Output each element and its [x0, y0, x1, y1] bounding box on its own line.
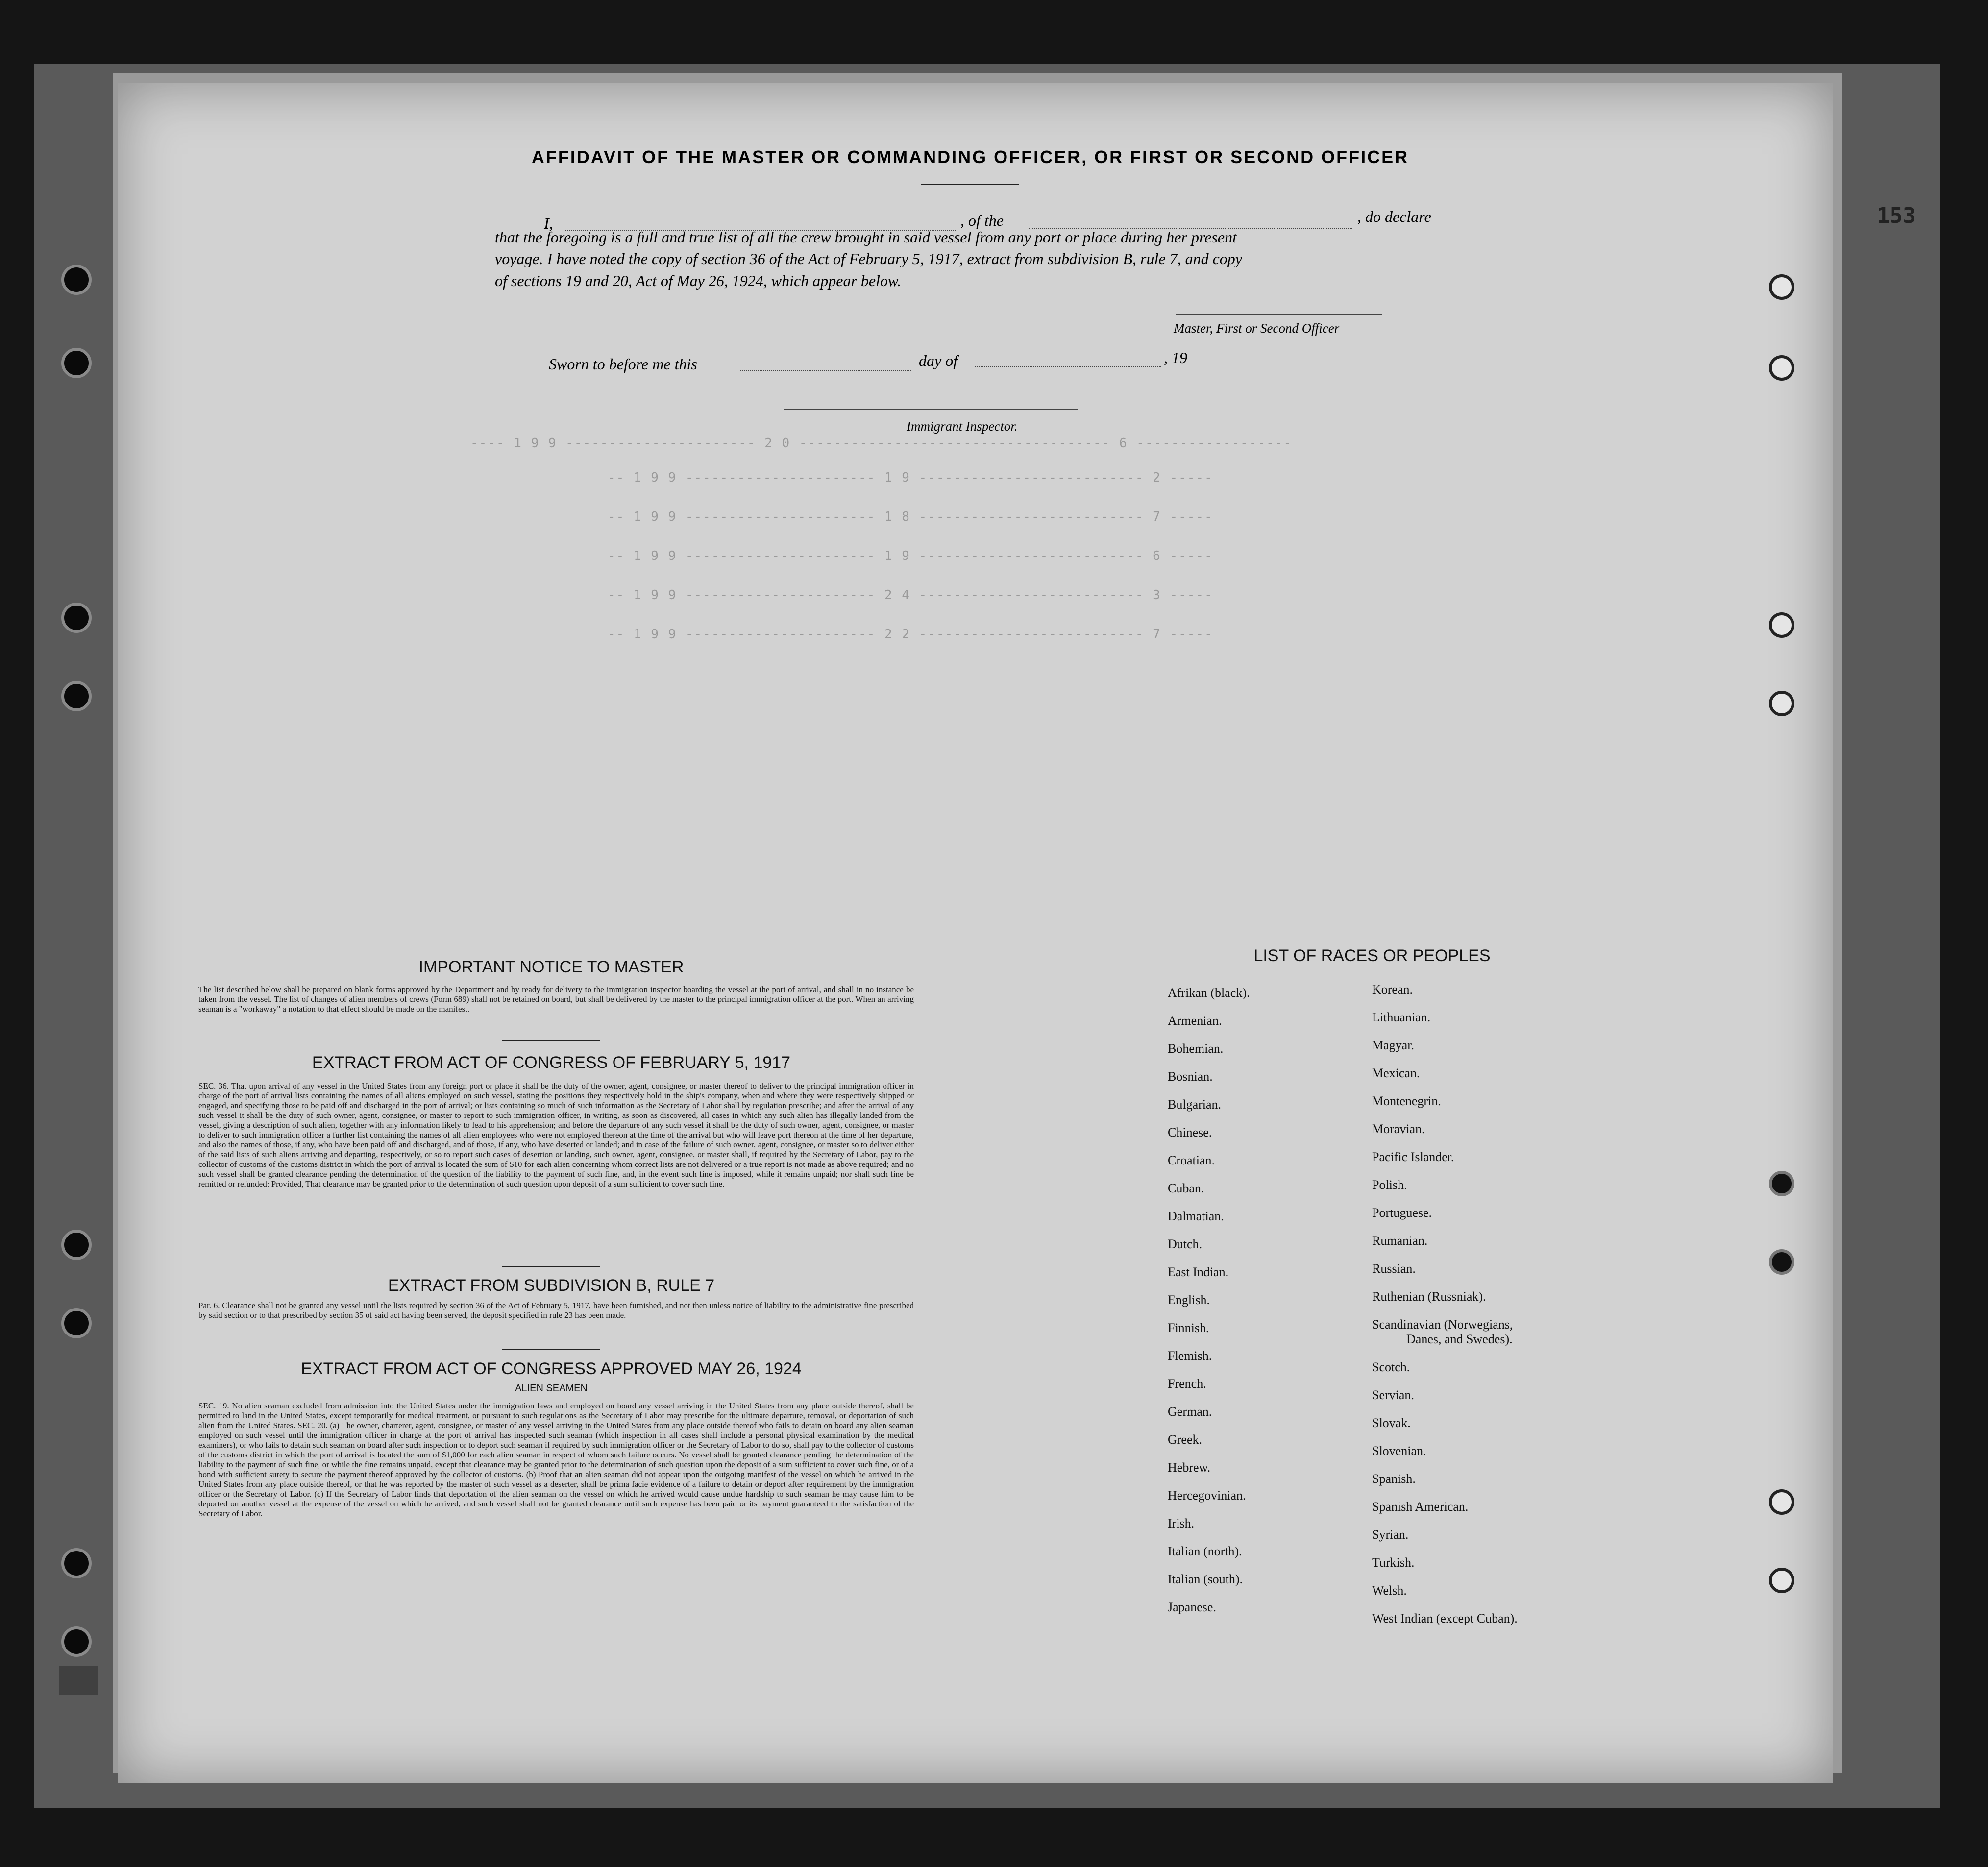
race-item: Ruthenian (Russniak). — [1372, 1289, 1486, 1304]
race-item: Portuguese. — [1372, 1206, 1432, 1220]
affidavit-of-the: , of the — [960, 212, 1004, 229]
race-item: Cuban. — [1168, 1181, 1204, 1195]
bleed-row: -- 1 9 9 ---------------------- 1 9 -------------------------- 6 ----- — [608, 549, 1213, 563]
hole-right — [1769, 355, 1794, 381]
race-item: Spanish American. — [1372, 1500, 1469, 1514]
race-item: Magyar. — [1372, 1038, 1414, 1052]
affidavit-declare: , do declare — [1357, 208, 1431, 225]
race-item: Welsh. — [1372, 1583, 1407, 1598]
hole-right — [1769, 1171, 1794, 1196]
sworn-day-blank — [740, 370, 911, 371]
race-item: Chinese. — [1168, 1125, 1212, 1140]
hole-left — [61, 1308, 92, 1338]
extract-1924-title: EXTRACT FROM ACT OF CONGRESS APPROVED MAY 26, 1924 — [301, 1359, 802, 1378]
race-item: German. — [1168, 1405, 1212, 1419]
race-item: Bulgarian. — [1168, 1097, 1222, 1112]
hole-left — [61, 348, 92, 378]
race-item: Afrikan (black). — [1168, 986, 1250, 1000]
race-item: Montenegrin. — [1372, 1094, 1441, 1108]
divider — [502, 1349, 600, 1350]
race-item: Spanish. — [1372, 1472, 1416, 1486]
race-item: Mexican. — [1372, 1066, 1420, 1080]
race-item: Danes, and Swedes). — [1406, 1332, 1513, 1346]
race-item: Servian. — [1372, 1388, 1414, 1402]
divider — [502, 1266, 600, 1267]
race-item: Finnish. — [1168, 1321, 1209, 1335]
race-item: Bohemian. — [1168, 1042, 1224, 1056]
race-item: Scotch. — [1372, 1360, 1410, 1374]
page-number: 153 — [1877, 203, 1916, 228]
race-item: Bosnian. — [1168, 1069, 1213, 1084]
race-item: Russian. — [1372, 1261, 1416, 1276]
document-sheet — [118, 83, 1833, 1783]
hole-right — [1769, 612, 1794, 638]
race-item: Rumanian. — [1372, 1234, 1428, 1248]
races-title: LIST OF RACES OR PEOPLES — [1253, 946, 1491, 965]
hole-left — [61, 603, 92, 633]
hole-right — [1769, 1489, 1794, 1515]
rule7-body: Par. 6. Clearance shall not be granted any vessel until the lists required by section 36 of the Act of February 5, 1917, have been furnished, and not then unless notice of liability to the administrative fine prescribed by said section or to that prescribed by section 35 of said act having been served, the deposit specified in rule 23 has been made. — [198, 1301, 914, 1320]
hole-right — [1769, 1249, 1794, 1275]
extract-1924-subtitle: ALIEN SEAMEN — [515, 1383, 588, 1394]
race-item: Italian (north). — [1168, 1544, 1242, 1558]
race-item: Slovenian. — [1372, 1444, 1426, 1458]
race-item: Japanese. — [1168, 1600, 1216, 1614]
race-item: Slovak. — [1372, 1416, 1411, 1430]
race-item: Syrian. — [1372, 1528, 1409, 1542]
race-item: West Indian (except Cuban). — [1372, 1611, 1518, 1625]
month-blank — [975, 366, 1161, 367]
divider — [502, 1040, 600, 1041]
hole-right — [1769, 1568, 1794, 1593]
race-item: Dalmatian. — [1168, 1209, 1224, 1223]
race-item: Greek. — [1168, 1432, 1203, 1447]
race-item: Korean. — [1372, 982, 1413, 996]
hole-left — [61, 1548, 92, 1578]
hole-left — [61, 681, 92, 711]
race-item: Hebrew. — [1168, 1460, 1211, 1475]
race-item: Armenian. — [1168, 1014, 1222, 1028]
scan-artifact — [59, 1666, 98, 1695]
race-item: Hercegovinian. — [1168, 1488, 1246, 1503]
race-item: Polish. — [1372, 1178, 1407, 1192]
bleed-row: -- 1 9 9 ---------------------- 2 2 -------------------------- 7 ----- — [608, 627, 1213, 642]
race-item: Moravian. — [1372, 1122, 1425, 1136]
race-item: Lithuanian. — [1372, 1010, 1431, 1024]
race-item: Scandinavian (Norwegians, — [1372, 1317, 1513, 1332]
hole-left — [61, 1230, 92, 1260]
affidavit-line2: that the foregoing is a full and true list of all the crew brought in said vessel from any port or place during her present — [495, 228, 1237, 246]
hole-right — [1769, 691, 1794, 716]
notice-body: The list described below shall be prepared on blank forms approved by the Department and by ready for delivery to the immigration inspector boarding the vessel at the port of arrival, and shall in no instance be taken from the vessel. The list of changes of alien members of crews (Form 689) shall not be retained on board, but shall be delivered by the master to the principal immigration officer at the port. When an arriving seaman is a "workaway" a notation to that effect should be made on the manifest. — [198, 985, 914, 1014]
master-signature-line — [1176, 314, 1382, 315]
bleed-row: ---- 1 9 9 ---------------------- 2 0 ------------------------------------ 6 ------------------ — [470, 436, 1293, 451]
hole-right — [1769, 274, 1794, 300]
race-item: Italian (south). — [1168, 1572, 1243, 1586]
race-item: East Indian. — [1168, 1265, 1229, 1279]
race-item: Irish. — [1168, 1516, 1195, 1530]
title-rule — [921, 184, 1019, 185]
affidavit-line3: voyage. I have noted the copy of section 36 of the Act of February 5, 1917, extract from subdivision B, rule 7, and copy — [495, 250, 1242, 267]
hole-left — [61, 1626, 92, 1657]
affidavit-i: I, — [544, 215, 553, 232]
race-item: Croatian. — [1168, 1153, 1215, 1167]
extract-1917-title: EXTRACT FROM ACT OF CONGRESS OF FEBRUARY 5, 1917 — [312, 1053, 791, 1072]
notice-title: IMPORTANT NOTICE TO MASTER — [418, 958, 684, 976]
race-item: English. — [1168, 1293, 1210, 1307]
extract-1924-body: SEC. 19. No alien seaman excluded from admission into the United States under the immigration laws and employed on board any vessel arriving in the United States from any place outside thereof, shall be permitted to land in the United States, except temporarily for medical treatment, or pursuant to such regulations as the Secretary of Labor may prescribe for the ultimate departure, removal, or deportation of such alien from the United States. SEC. 20. (a) The owner, charterer, agent, consignee, or master of any vessel arriving in the United States from any place outside thereof who fails to detain on board any alien seaman employed on such vessel until the immigration officer in charge at the port of arrival has inspected such seaman (which inspection in all cases shall include a personal physical examination by the medical examiners), or who fails to detain such seaman on board after such inspection or to deport such seaman if required by such immigration officer or the Secretary of Labor to do so, shall pay to the collector of customs of the customs district in which the port of arrival is located the sum of $1,000 for each alien seaman in respect of whom such failure occurs. No vessel shall be granted clearance pending the determination of the liability to the payment of such fine, or while the fine remains unpaid, except that clearance may be granted prior to the determination of such question upon the deposit of a sum sufficient to cover such fine, or of a bond with sufficient surety to secure the payment thereof approved by the collector of customs. (b) Proof that an alien seaman did not appear upon the outgoing manifest of the vessel on which he arrived in the United States from any place outside thereof, or that he was reported by the master of such vessel as a deserter, shall be prima facie evidence of a failure to detain or deport after requirement by the immigration officer or the Secretary of Labor. (c) If the Secretary of Labor finds that deportation of the alien seaman on the vessel on which he arrived would cause undue hardship to such seaman he may cause him to be deported on another vessel at the expense of the vessel on which he arrived, and such vessel shall not be granted clearance until such expense has been paid or its payment guaranteed to the satisfaction of the Secretary of Labor. — [198, 1401, 914, 1518]
inspector-signature-line — [784, 409, 1078, 410]
year-text: , 19 — [1164, 349, 1187, 366]
hole-left — [61, 265, 92, 295]
bleed-row: -- 1 9 9 ---------------------- 1 9 -------------------------- 2 ----- — [608, 470, 1213, 485]
bleed-row: -- 1 9 9 ---------------------- 1 8 -------------------------- 7 ----- — [608, 509, 1213, 524]
extract-1917-body: SEC. 36. That upon arrival of any vessel in the United States from any foreign port or place it shall be the duty of the owner, agent, consignee, or master thereof to deliver to the principal immigration officer in charge of the port of arrival lists containing the names of all aliens employed on such vessel, stating the positions they respectively hold in the ship's company, when and where they were respectively shipped or engaged, and specifying those to be paid off and discharged in the port of arrival; or lists containing so much of such information as the Secretary of Labor shall by regulation prescribe; and after the arrival of any such vessel it shall be the duty of such owner, agent, consignee, or master to report to such immigration officer, in writing, as soon as discovered, all cases in which any such alien has illegally landed from the vessel, giving a description of such alien, together with any information likely to lead to his apprehension; and before the departure of any such vessel it shall be the duty of such owner, agent, consignee, or master to deliver to such immigration officer a further list containing the names of all alien employees who were not employed thereon at the time of the arrival but who will leave port thereon at the time of her departure, and also the names of those, if any, who have been paid off and discharged, and of those, if any, who have deserted or landed; and in case of the failure of such owner, agent, consignee, or master so to deliver either of the said lists of such aliens arriving and departing, respectively, or so to report such cases of desertion or landing, such owner, agent, consignee, or master shall, if required by the Secretary of Labor, pay to the collector of customs of the customs district in which the port of arrival is located the sum of $10 for each alien concerning whom correct lists are not delivered or a true report is not made as above required; and no such vessel shall be granted clearance pending the determination of the question of the liability to the payment of such fine, and, in the event such fine is imposed, while it remains unpaid; nor shall such fine be remitted or refunded: Provided, That clearance may be granted prior to the determination of such question upon deposit of a sum sufficient to cover such fine. — [198, 1081, 914, 1188]
bleed-row: -- 1 9 9 ---------------------- 2 4 -------------------------- 3 ----- — [608, 588, 1213, 603]
race-item: Pacific Islander. — [1372, 1150, 1454, 1164]
sworn-text: Sworn to before me this — [549, 355, 697, 373]
master-label: Master, First or Second Officer — [1174, 321, 1340, 336]
affidavit-line4: of sections 19 and 20, Act of May 26, 1924, which appear below. — [495, 272, 901, 290]
affidavit-title: AFFIDAVIT OF THE MASTER OR COMMANDING OFFICER, OR FIRST OR SECOND OFFICER — [531, 147, 1409, 167]
race-item: French. — [1168, 1377, 1206, 1391]
day-of-text: day of — [919, 352, 958, 369]
race-item: Dutch. — [1168, 1237, 1203, 1251]
race-item: Flemish. — [1168, 1349, 1212, 1363]
rule7-title: EXTRACT FROM SUBDIVISION B, RULE 7 — [388, 1276, 715, 1295]
race-item: Turkish. — [1372, 1555, 1415, 1570]
inspector-label: Immigrant Inspector. — [907, 419, 1018, 434]
